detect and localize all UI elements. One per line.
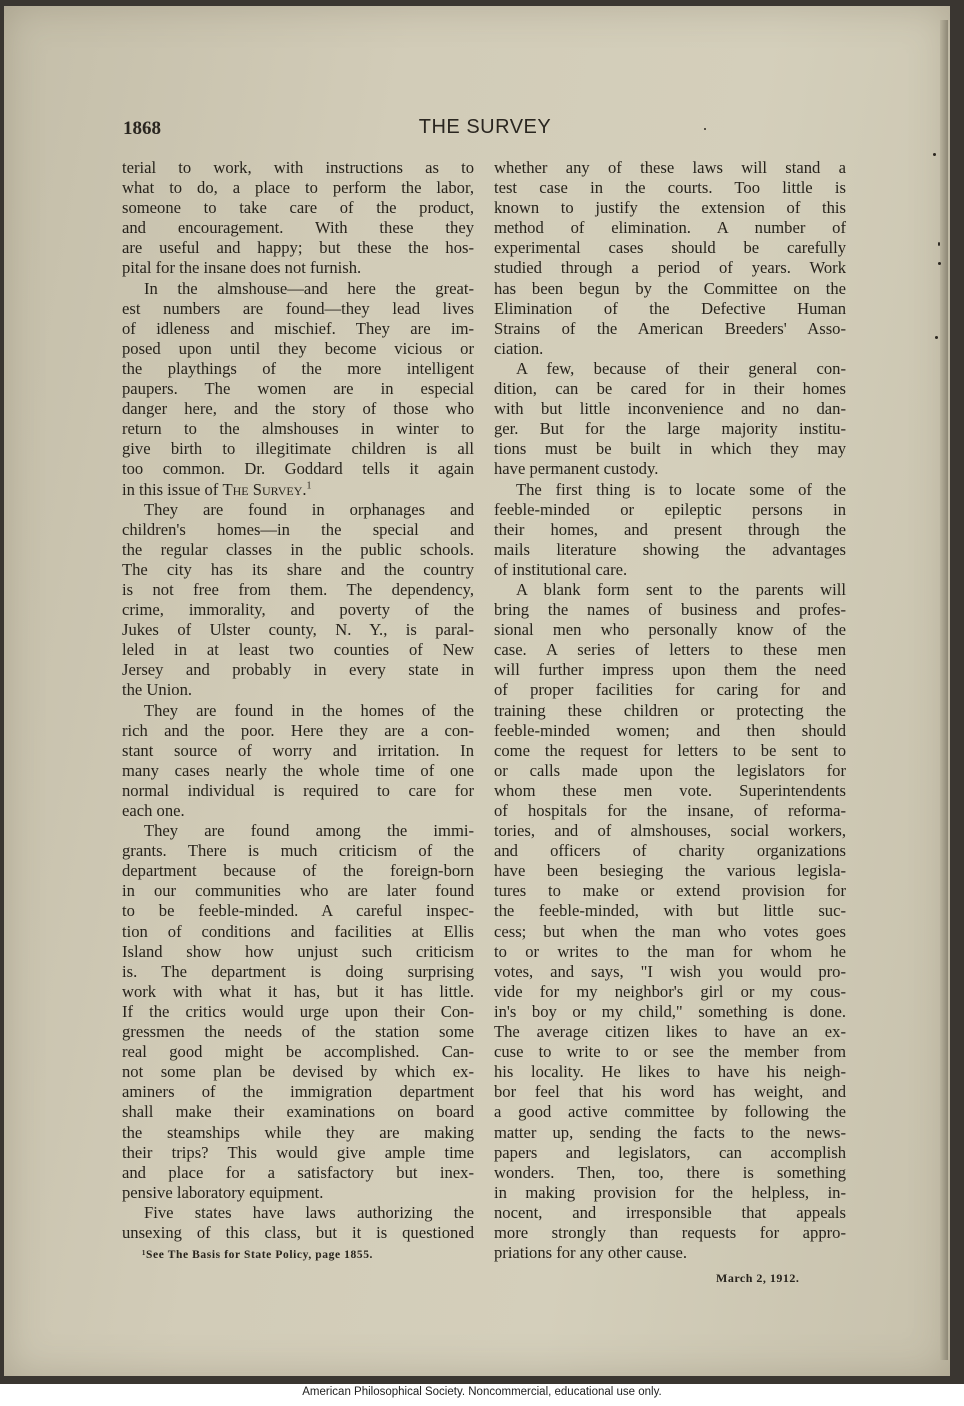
line-text: of idleness and mischief. They are im-: [122, 318, 474, 338]
text-line: [494, 1042, 846, 1062]
text-line: [494, 399, 846, 419]
line-text: of proper facilities for caring for and: [494, 680, 846, 700]
text-line: [494, 781, 846, 801]
text-line: [122, 1163, 474, 1183]
text-line: [494, 600, 846, 620]
text-line: [122, 861, 474, 881]
text-line: [494, 1183, 846, 1203]
text-line: [122, 1123, 474, 1143]
text-line: [122, 580, 474, 600]
text-line: [494, 419, 846, 439]
line-text: unsexing of this class, but it is questioned: [122, 1222, 474, 1242]
text-line: [494, 339, 846, 359]
line-text: ciation.: [494, 338, 544, 358]
line-text: is. The department is doing surprising: [122, 961, 474, 981]
line-text: They are found among the immi-: [144, 821, 474, 841]
line-text: Strains of the American Breeders' Asso-: [494, 318, 846, 338]
line-text: normal individual is required to care for: [122, 780, 474, 800]
text-line: [122, 258, 474, 278]
text-line: [122, 640, 474, 660]
text-line: [122, 922, 474, 942]
text-line: [494, 158, 846, 178]
line-text: case. A series of letters to these men: [494, 640, 846, 660]
line-text: the regular classes in the public schools.: [122, 539, 474, 559]
text-line: [494, 1123, 846, 1143]
line-text: someone to take care of the product,: [122, 198, 474, 218]
line-text: come the request for letters to be sent to: [494, 740, 846, 760]
text-line: [122, 218, 474, 238]
line-text: with but little inconvenience and no dan-: [494, 399, 846, 419]
line-text: They are found in orphanages and: [144, 499, 474, 519]
line-text: will further impress upon them the need: [494, 660, 846, 680]
line-text: A few, because of their general con-: [516, 358, 846, 378]
running-head: [123, 116, 847, 142]
text-line: [494, 761, 846, 781]
text-line: [122, 238, 474, 258]
text-line: [122, 982, 474, 1002]
text-line: [122, 741, 474, 761]
dust-speck: [935, 336, 938, 339]
line-text: bor feel that his word has weight, and: [494, 1082, 846, 1102]
line-text: Island show how unjust such criticism: [122, 941, 474, 961]
line-text: feeble-minded women; and then should: [494, 720, 846, 740]
line-text: a good active committee by following the: [494, 1102, 846, 1122]
text-line: [494, 198, 846, 218]
line-text: is not free from them. The dependency,: [122, 579, 474, 599]
text-line: [122, 379, 474, 399]
line-text: tion of conditions and facilities at Ellis: [122, 921, 474, 941]
text-line: [494, 1082, 846, 1102]
journal-name-reference: The Survey.: [222, 479, 307, 499]
text-line: [494, 1163, 846, 1183]
text-line: [494, 962, 846, 982]
line-text: cess; but when the man who votes goes: [494, 921, 846, 941]
line-text: the feeble-minded, with but little suc-: [494, 901, 846, 921]
line-text: posed upon until they become vicious or: [122, 338, 474, 358]
text-line: [494, 379, 846, 399]
line-text: give birth to illegitimate children is all: [122, 439, 474, 459]
text-line: [122, 480, 474, 500]
text-line: [122, 680, 474, 700]
line-text: wonders. Then, too, there is something: [494, 1162, 846, 1182]
line-text: what to do, a place to perform the labor,: [122, 178, 474, 198]
text-line: [494, 1243, 846, 1263]
text-line: [122, 881, 474, 901]
line-text: their trips? This would give ample time: [122, 1142, 474, 1162]
text-line: [122, 560, 474, 580]
text-line: [122, 1183, 474, 1203]
text-line: [122, 419, 474, 439]
line-text: studied through a period of years. Work: [494, 258, 846, 278]
line-text: training these children or protecting the: [494, 700, 846, 720]
text-line: [494, 540, 846, 560]
line-text: The city has its share and the country: [122, 559, 474, 579]
line-text: stant source of worry and irritation. In: [122, 740, 474, 760]
text-line: [122, 158, 474, 178]
text-line: [122, 198, 474, 218]
text-line: [122, 359, 474, 379]
text-line: [494, 721, 846, 741]
line-text: dition, can be cared for in their homes: [494, 379, 846, 399]
line-text: matter up, sending the facts to the news-: [494, 1122, 846, 1142]
text-line: [122, 721, 474, 741]
line-text: danger here, and the story of those who: [122, 399, 474, 419]
line-text: paupers. The women are in especial: [122, 379, 474, 399]
line-text: papers and legislators, can accomplish: [494, 1142, 846, 1162]
text-line: [494, 218, 846, 238]
text-line: [494, 359, 846, 379]
line-text: tories, and of almshouses, social workers,: [494, 821, 846, 841]
line-text: work with what it has, but it has little.: [122, 981, 474, 1001]
text-line: [494, 1143, 846, 1163]
text-line: [494, 1062, 846, 1082]
page-edge: [940, 20, 948, 1360]
line-text: cuse to write to or see the member from: [494, 1042, 846, 1062]
line-text: terial to work, with instructions as to: [122, 158, 474, 177]
line-text: A blank form sent to the parents will: [516, 579, 846, 599]
line-text: Five states have laws authorizing the: [144, 1202, 474, 1222]
line-text: tions must be built in which they may: [494, 439, 846, 459]
line-text: are useful and happy; but these the hos-: [122, 238, 474, 258]
text-line: [122, 901, 474, 921]
text-line: [122, 1203, 474, 1223]
line-text: grants. There is much criticism of the: [122, 841, 474, 861]
line-text: The first thing is to locate some of the: [516, 479, 846, 499]
line-text: the steamships while they are making: [122, 1122, 474, 1142]
text-line: [494, 258, 846, 278]
text-line: [494, 1223, 846, 1243]
line-text: votes, and says, "I wish you would pro-: [494, 961, 846, 981]
text-line: [494, 982, 846, 1002]
line-text: the Union.: [122, 680, 193, 700]
line-text: of hospitals for the insane, of reforma-: [494, 801, 846, 820]
text-line: [122, 540, 474, 560]
line-text: aminers of the immigration department: [122, 1082, 474, 1102]
line-text: whether any of these laws will stand a: [494, 158, 846, 177]
line-text: his locality. He likes to have his neigh-: [494, 1062, 846, 1082]
line-text: test case in the courts. Too little is: [494, 178, 846, 198]
line-text: In the almshouse—and here the great-: [144, 278, 474, 298]
text-line: [494, 279, 846, 299]
line-text: not some plan be devised by which ex-: [122, 1062, 474, 1082]
line-text: and place for a satisfactory but inex-: [122, 1162, 474, 1182]
line-text: their homes, and present through the: [494, 519, 846, 539]
line-text: shall make their examinations on board: [122, 1102, 474, 1122]
text-line: [122, 801, 474, 821]
line-text: have been besieging the various legisla-: [494, 861, 846, 881]
text-line: [494, 1102, 846, 1122]
line-text: leled in at least two counties of New: [122, 640, 474, 660]
dust-speck: [938, 262, 941, 265]
text-line: [494, 1002, 846, 1022]
line-text: rich and the poor. Here they are a con-: [122, 720, 474, 740]
dust-speck: [938, 242, 940, 246]
line-text: many cases nearly the whole time of one: [122, 760, 474, 780]
text-line: [494, 660, 846, 680]
line-text: The average citizen likes to have an ex-: [494, 1022, 846, 1042]
text-line: [494, 680, 846, 700]
right-text-column: [494, 158, 846, 1263]
dust-speck: [933, 153, 936, 156]
text-line: [494, 1022, 846, 1042]
text-line: [494, 841, 846, 861]
text-line: [122, 1062, 474, 1082]
line-text: to or writes to the man for whom he: [494, 941, 846, 961]
line-text: real good might be accomplished. Can-: [122, 1042, 474, 1062]
archive-credit: American Philosophical Society. Noncommercial, educational use only.: [302, 1386, 662, 1398]
text-line: [122, 339, 474, 359]
line-text: nocent, and irresponsible that appeals: [494, 1202, 846, 1222]
footnote: ¹See The Basis for State Policy, page 1855.: [142, 1249, 374, 1261]
text-line: [122, 942, 474, 962]
text-line: [122, 1022, 474, 1042]
line-text: too common. Dr. Goddard tells it again: [122, 459, 474, 479]
journal-title: THE SURVEY: [418, 116, 552, 138]
text-line: [494, 741, 846, 761]
text-line: [122, 1143, 474, 1163]
line-text: and officers of charity organizations: [494, 841, 846, 861]
text-line: [494, 299, 846, 319]
text-line: [122, 520, 474, 540]
line-text: experimental cases should be carefully: [494, 238, 846, 258]
text-line: [122, 701, 474, 721]
text-line: [122, 1042, 474, 1062]
line-text: return to the almshouses in winter to: [122, 419, 474, 439]
line-text: gressmen the needs of the station some: [122, 1022, 474, 1042]
text-line: [494, 520, 846, 540]
line-text: known to justify the extension of this: [494, 198, 846, 218]
line-text: Jukes of Ulster county, N. Y., is paral-: [122, 620, 474, 640]
text-line: [122, 841, 474, 861]
line-text: children's homes—in the special and: [122, 519, 474, 539]
text-line: [122, 459, 474, 479]
text-line: [122, 500, 474, 520]
text-line: [122, 399, 474, 419]
text-line: [122, 620, 474, 640]
line-text: bring the names of business and profes-: [494, 600, 846, 620]
text-line: [122, 1223, 474, 1243]
line-text: priations for any other cause.: [494, 1243, 688, 1263]
text-line: [494, 319, 846, 339]
text-line: [122, 660, 474, 680]
line-text: method of elimination. A number of: [494, 218, 846, 238]
text-line: [494, 640, 846, 660]
text-line: [494, 701, 846, 721]
line-text: mails literature showing the advantages: [494, 539, 846, 559]
text-line: [494, 580, 846, 600]
text-line: [494, 620, 846, 640]
line-text: vide for my neighbor's girl or my cous-: [494, 981, 846, 1001]
text-line: [494, 178, 846, 198]
footnote-marker: 1: [306, 479, 312, 491]
line-text: sional men who personally know of the: [494, 620, 846, 640]
line-text: department because of the foreign-born: [122, 861, 474, 881]
line-text: of institutional care.: [494, 559, 628, 579]
text-line: [122, 1002, 474, 1022]
line-text: and encouragement. With these they: [122, 218, 474, 238]
text-line: [122, 178, 474, 198]
left-text-column: [122, 158, 474, 1243]
text-line: [122, 1102, 474, 1122]
text-line: [122, 439, 474, 459]
text-line: [494, 821, 846, 841]
page-number: 1868: [123, 118, 161, 139]
line-text: in this issue of: [122, 479, 223, 499]
line-text: or calls made upon the legislators for: [494, 760, 846, 780]
line-text: more strongly than requests for appro-: [494, 1222, 846, 1242]
line-text: in our communities who are later found: [122, 881, 474, 901]
line-text: has been begun by the Committee on the: [494, 278, 846, 298]
line-text: If the critics would urge upon their Con-: [122, 1001, 474, 1021]
text-line: [494, 500, 846, 520]
text-line: [494, 881, 846, 901]
text-line: [494, 560, 846, 580]
line-text: tures to make or extend provision for: [494, 881, 846, 901]
text-line: [494, 901, 846, 921]
text-line: [494, 1203, 846, 1223]
text-line: [122, 962, 474, 982]
line-text: pital for the insane does not furnish.: [122, 258, 362, 278]
text-line: [494, 942, 846, 962]
line-text: Elimination of the Defective Human: [494, 298, 846, 318]
line-text: in's boy or my child," something is done.: [494, 1001, 846, 1021]
line-text: Jersey and probably in every state in: [122, 660, 474, 680]
text-line: [494, 480, 846, 500]
line-text: have permanent custody.: [494, 459, 659, 479]
text-line: [122, 1082, 474, 1102]
issue-date: March 2, 1912.: [716, 1271, 800, 1285]
line-text: They are found in the homes of the: [144, 700, 474, 720]
text-line: [122, 821, 474, 841]
line-text: feeble-minded or epileptic persons in: [494, 499, 846, 519]
line-text: whom these men vote. Superintendents: [494, 780, 846, 800]
text-line: [494, 459, 846, 479]
text-line: [122, 279, 474, 299]
line-text: est numbers are found—they lead lives: [122, 298, 474, 318]
line-text: in making provision for the helpless, in-: [494, 1182, 846, 1202]
text-line: [494, 801, 846, 821]
line-text: ger. But for the large majority institu-: [494, 419, 846, 439]
text-line: [122, 299, 474, 319]
line-text: pensive laboratory equipment.: [122, 1182, 324, 1202]
text-line: [122, 761, 474, 781]
text-line: [494, 439, 846, 459]
text-line: [122, 600, 474, 620]
text-line: [494, 238, 846, 258]
text-line: [122, 319, 474, 339]
line-text: each one.: [122, 801, 185, 820]
line-text: the playthings of the more intelligent: [122, 358, 474, 378]
line-text: crime, immorality, and poverty of the: [122, 600, 474, 620]
text-line: [494, 861, 846, 881]
line-text: to be feeble-minded. A careful inspec-: [122, 901, 474, 921]
text-line: [494, 922, 846, 942]
text-line: [122, 781, 474, 801]
